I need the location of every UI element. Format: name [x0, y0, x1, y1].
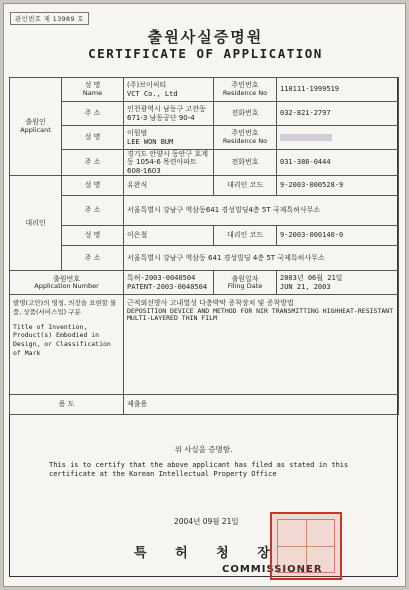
applicant-address-value: 인천광역시 남동구 고잔동 671-3 남동공단 90-4: [124, 102, 214, 126]
agent2-address-label: 주 소: [62, 246, 124, 271]
agent2-code-label: 대리인 코드: [214, 226, 277, 246]
application-number-label: 출원번호 Application Number: [10, 271, 124, 295]
purpose-label: 용 도: [10, 395, 124, 415]
purpose-value: 제출용: [124, 395, 399, 415]
issuer-english: COMMISSIONER: [222, 564, 323, 575]
agent2-code-value: 9-2003-000140-0: [277, 226, 399, 246]
certification-statement: [9, 444, 398, 480]
certificate-table: [9, 77, 399, 415]
invention-title-label: 발명(고안)의 명칭, 의장을 표현할 물품, 상품(서비스업) 구분 Title of Invention, Product(s) Embodied in Design, or Classification of Mark: [10, 295, 124, 395]
applicant-name-value: (주)브이씨티 VCT Co., Ltd: [124, 78, 214, 102]
title-english: CERTIFICATE OF APPLICATION: [88, 46, 323, 61]
agent2-name-value: 이은철: [124, 226, 214, 246]
agent1-address-label: 주 소: [62, 196, 124, 226]
applicant2-name-label: 성 명: [62, 126, 124, 150]
statement-english: This is to certify that the above applicant has filed as stated in this certificate at the Korean Intellectual Property Office: [49, 461, 349, 479]
agent1-name-label: 성 명: [62, 176, 124, 196]
certificate-paper: [3, 3, 406, 587]
filing-date-label: 출원일자 Filing Date: [214, 271, 277, 295]
applicant-resident-value: 110111-1999519: [277, 78, 399, 102]
filing-date-value: 2003년 06월 21일 JUN 21, 2003: [277, 271, 399, 295]
applicant-address-label: 주 소: [62, 102, 124, 126]
issue-date: 2004년 09월 21일: [174, 517, 239, 526]
applicant-phone-value: 032-821-2797: [277, 102, 399, 126]
application-number-value: 특허-2003-0040504 PATENT-2003-0040504: [124, 271, 214, 295]
official-seal-stamp: [270, 512, 342, 580]
applicant2-phone-value: 031-386-0444: [277, 150, 399, 176]
agent2-name-label: 성 명: [62, 226, 124, 246]
applicant2-resident-redacted: [277, 126, 399, 150]
title-korean: 출원사실증명원: [147, 28, 264, 46]
applicant2-resident-label: 주민번호 Residence No: [214, 126, 277, 150]
agent1-code-value: 9-2003-000528-9: [277, 176, 399, 196]
applicant-label: 출원인 Applicant: [10, 78, 62, 176]
applicant2-address-value: 경기도 안양시 동안구 호계동 1054-6 목련아파트 608-1603: [124, 150, 214, 176]
invention-title-value: 근적외선방사 고내열성 다층박막 증착장치 및 증착방법 DEPOSITION DEVICE AND METHOD FOR NIR TRANSMITTING HIGHHEAT-RESISTANT MULTI-LAYERED THIN FILM: [124, 295, 399, 395]
applicant2-phone-label: 전화번호: [214, 150, 277, 176]
issuer-korean: 특 허 청 장: [134, 546, 282, 561]
applicant2-address-label: 주 소: [62, 150, 124, 176]
applicant-resident-label: 주민번호 Residence No: [214, 78, 277, 102]
agent1-name-value: 유완식: [124, 176, 214, 196]
agent1-code-label: 대리인 코드: [214, 176, 277, 196]
agent-label: 대리인: [10, 176, 62, 271]
agent2-address-value: 서울특별시 강남구 역삼동 641 경성빌딩 4층 5T 국제특허사무소: [124, 246, 399, 271]
agent1-address-value: 서울특별시 강남구 역삼동641 경성빌딩4층 5T 국제특허사무소: [124, 196, 399, 226]
applicant2-name-value: 이원범 LEE WON BUM: [124, 126, 214, 150]
statement-korean: 위 사실을 증명함.: [174, 445, 233, 454]
applicant-phone-label: 전화번호: [214, 102, 277, 126]
applicant-name-label: 성 명 Name: [62, 78, 124, 102]
registration-code: 관인번호 제 13989 호: [10, 12, 89, 25]
